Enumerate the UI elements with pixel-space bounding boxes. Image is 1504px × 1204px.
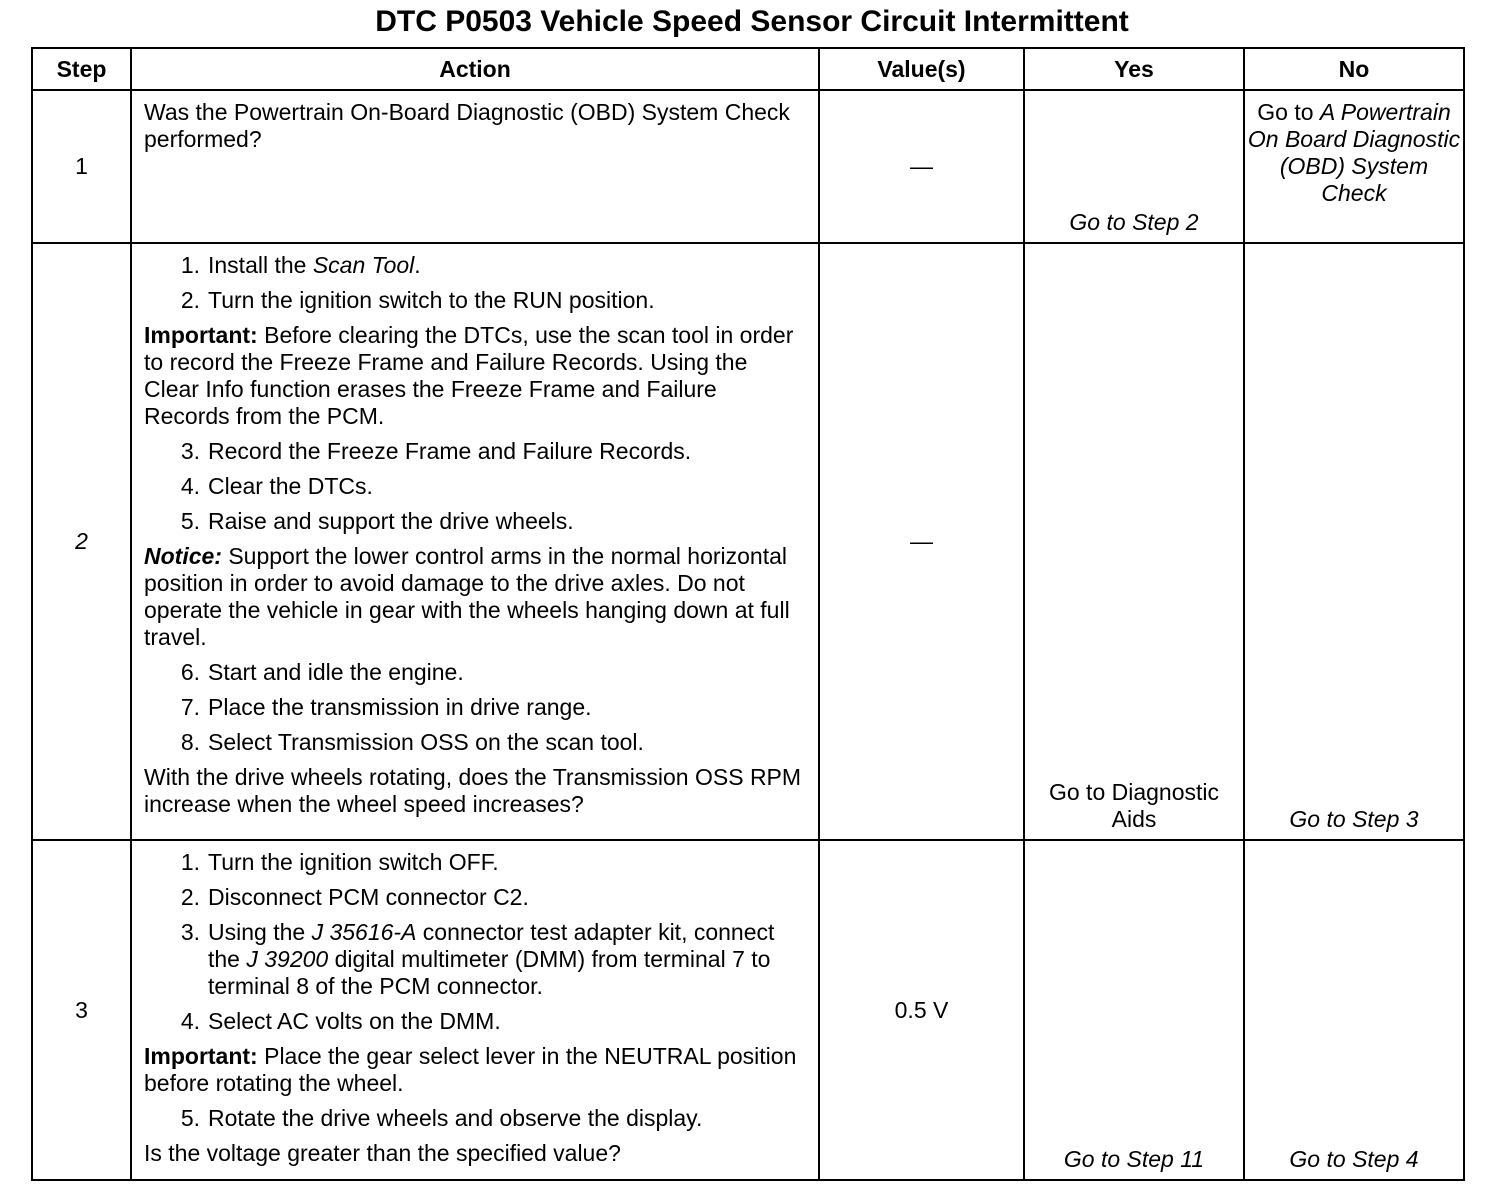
list-text: connector test adapter kit, connect the: [208, 919, 775, 972]
important-label: Important:: [144, 1043, 258, 1069]
notice-note: [144, 543, 806, 651]
list-text: Record the Freeze Frame and Failure Records.: [208, 438, 692, 464]
list-number: 3.: [180, 438, 200, 464]
diagnostic-table: [31, 47, 1465, 1181]
list-text: .: [414, 252, 421, 278]
list-text: Raise and support the drive wheels.: [208, 508, 574, 534]
no-link[interactable]: Go to Step 3: [1244, 243, 1464, 840]
no-prefix: Go to: [1257, 99, 1320, 125]
step-number: 2: [32, 243, 131, 840]
yes-link[interactable]: Go to Step 11: [1024, 840, 1244, 1180]
important-label: Important:: [144, 322, 258, 348]
list-text: digital multimeter (DMM) from terminal 7 to terminal 8 of the PCM connector.: [208, 946, 771, 999]
header-yes: Yes: [1024, 48, 1244, 90]
list-text-italic: Scan Tool: [312, 252, 415, 278]
important-text: Before clearing the DTCs, use the scan tool in order to record the Freeze Frame and Failure Records. Using the Clear Info function erases the Freeze Frame and Failure Records from the PCM.: [144, 322, 794, 429]
value-cell: —: [819, 243, 1024, 840]
list-number: 3.: [180, 919, 200, 945]
list-number: 8.: [180, 729, 200, 755]
list-text: Turn the ignition switch to the RUN position.: [208, 287, 655, 313]
list-item: [144, 438, 806, 465]
action-question: Was the Powertrain On-Board Diagnostic (OBD) System Check performed?: [144, 99, 790, 152]
list-number: 2.: [180, 884, 200, 910]
list-item: [144, 729, 806, 756]
table-row-step-2: [32, 243, 1464, 840]
action-question: Is the voltage greater than the specified value?: [144, 1140, 621, 1166]
notice-label: Notice:: [144, 543, 222, 569]
list-text: Clear the DTCs.: [208, 473, 373, 499]
list-text: Disconnect PCM connector C2.: [208, 884, 529, 910]
list-text: Place the transmission in drive range.: [208, 694, 592, 720]
page-title: DTC P0503 Vehicle Speed Sensor Circuit Intermittent: [375, 5, 1129, 38]
table-row-step-1: [32, 90, 1464, 243]
action-cell: [131, 90, 819, 243]
list-text: Rotate the drive wheels and observe the display.: [208, 1105, 703, 1131]
header-value: Value(s): [819, 48, 1024, 90]
value-cell: 0.5 V: [819, 840, 1024, 1180]
no-letter: A: [1319, 99, 1335, 125]
list-number: 6.: [180, 659, 200, 685]
list-item: [144, 884, 806, 911]
no-link[interactable]: Go to Step 4: [1244, 840, 1464, 1180]
list-text: Start and idle the engine.: [208, 659, 464, 685]
list-item: [144, 849, 806, 876]
list-item: [144, 659, 806, 686]
list-text: Select Transmission OSS on the scan tool.: [208, 729, 644, 755]
list-item: [144, 1105, 806, 1132]
list-number: 1.: [180, 252, 200, 278]
list-item: [144, 252, 806, 279]
list-number: 7.: [180, 694, 200, 720]
list-item: [144, 1008, 806, 1035]
action-cell: [131, 840, 819, 1180]
important-text: Place the gear select lever in the NEUTRAL position before rotating the wheel.: [144, 1043, 797, 1096]
list-item: [144, 694, 806, 721]
action-cell: [131, 243, 819, 840]
no-link[interactable]: [1244, 90, 1464, 243]
table-row-step-3: [32, 840, 1464, 1180]
list-item: [144, 919, 806, 1000]
value-cell: —: [819, 90, 1024, 243]
notice-text: Support the lower control arms in the normal horizontal position in order to avoid damage to the drive axles. Do not operate the vehicle in gear with the wheels hanging down at full travel.: [144, 543, 790, 650]
table-header-row: [32, 48, 1464, 90]
important-note: [144, 1043, 806, 1097]
list-number: 2.: [180, 287, 200, 313]
step-number: 1: [32, 90, 131, 243]
list-item: [144, 287, 806, 314]
yes-link[interactable]: Go to Step 2: [1024, 90, 1244, 243]
list-text: Select AC volts on the DMM.: [208, 1008, 501, 1034]
step-number: 3: [32, 840, 131, 1180]
list-number: 4.: [180, 473, 200, 499]
list-number: 5.: [180, 508, 200, 534]
action-question: With the drive wheels rotating, does the Transmission OSS RPM increase when the wheel speed increases?: [144, 764, 802, 817]
list-number: 1.: [180, 849, 200, 875]
tool-name: J 35616-A: [311, 919, 417, 945]
tool-name: J 39200: [246, 946, 329, 972]
header-no: No: [1244, 48, 1464, 90]
header-action: Action: [131, 48, 819, 90]
important-note: [144, 322, 806, 430]
list-number: 4.: [180, 1008, 200, 1034]
list-item: [144, 508, 806, 535]
list-number: 5.: [180, 1105, 200, 1131]
yes-link[interactable]: Go to Diagnostic Aids: [1024, 243, 1244, 840]
list-text: Turn the ignition switch OFF.: [208, 849, 499, 875]
no-rest: Powertrain On Board Diagnostic (OBD) System Check: [1247, 99, 1461, 206]
list-text: Using the: [208, 919, 312, 945]
list-text: Install the: [208, 252, 313, 278]
header-step: Step: [32, 48, 131, 90]
list-item: [144, 473, 806, 500]
